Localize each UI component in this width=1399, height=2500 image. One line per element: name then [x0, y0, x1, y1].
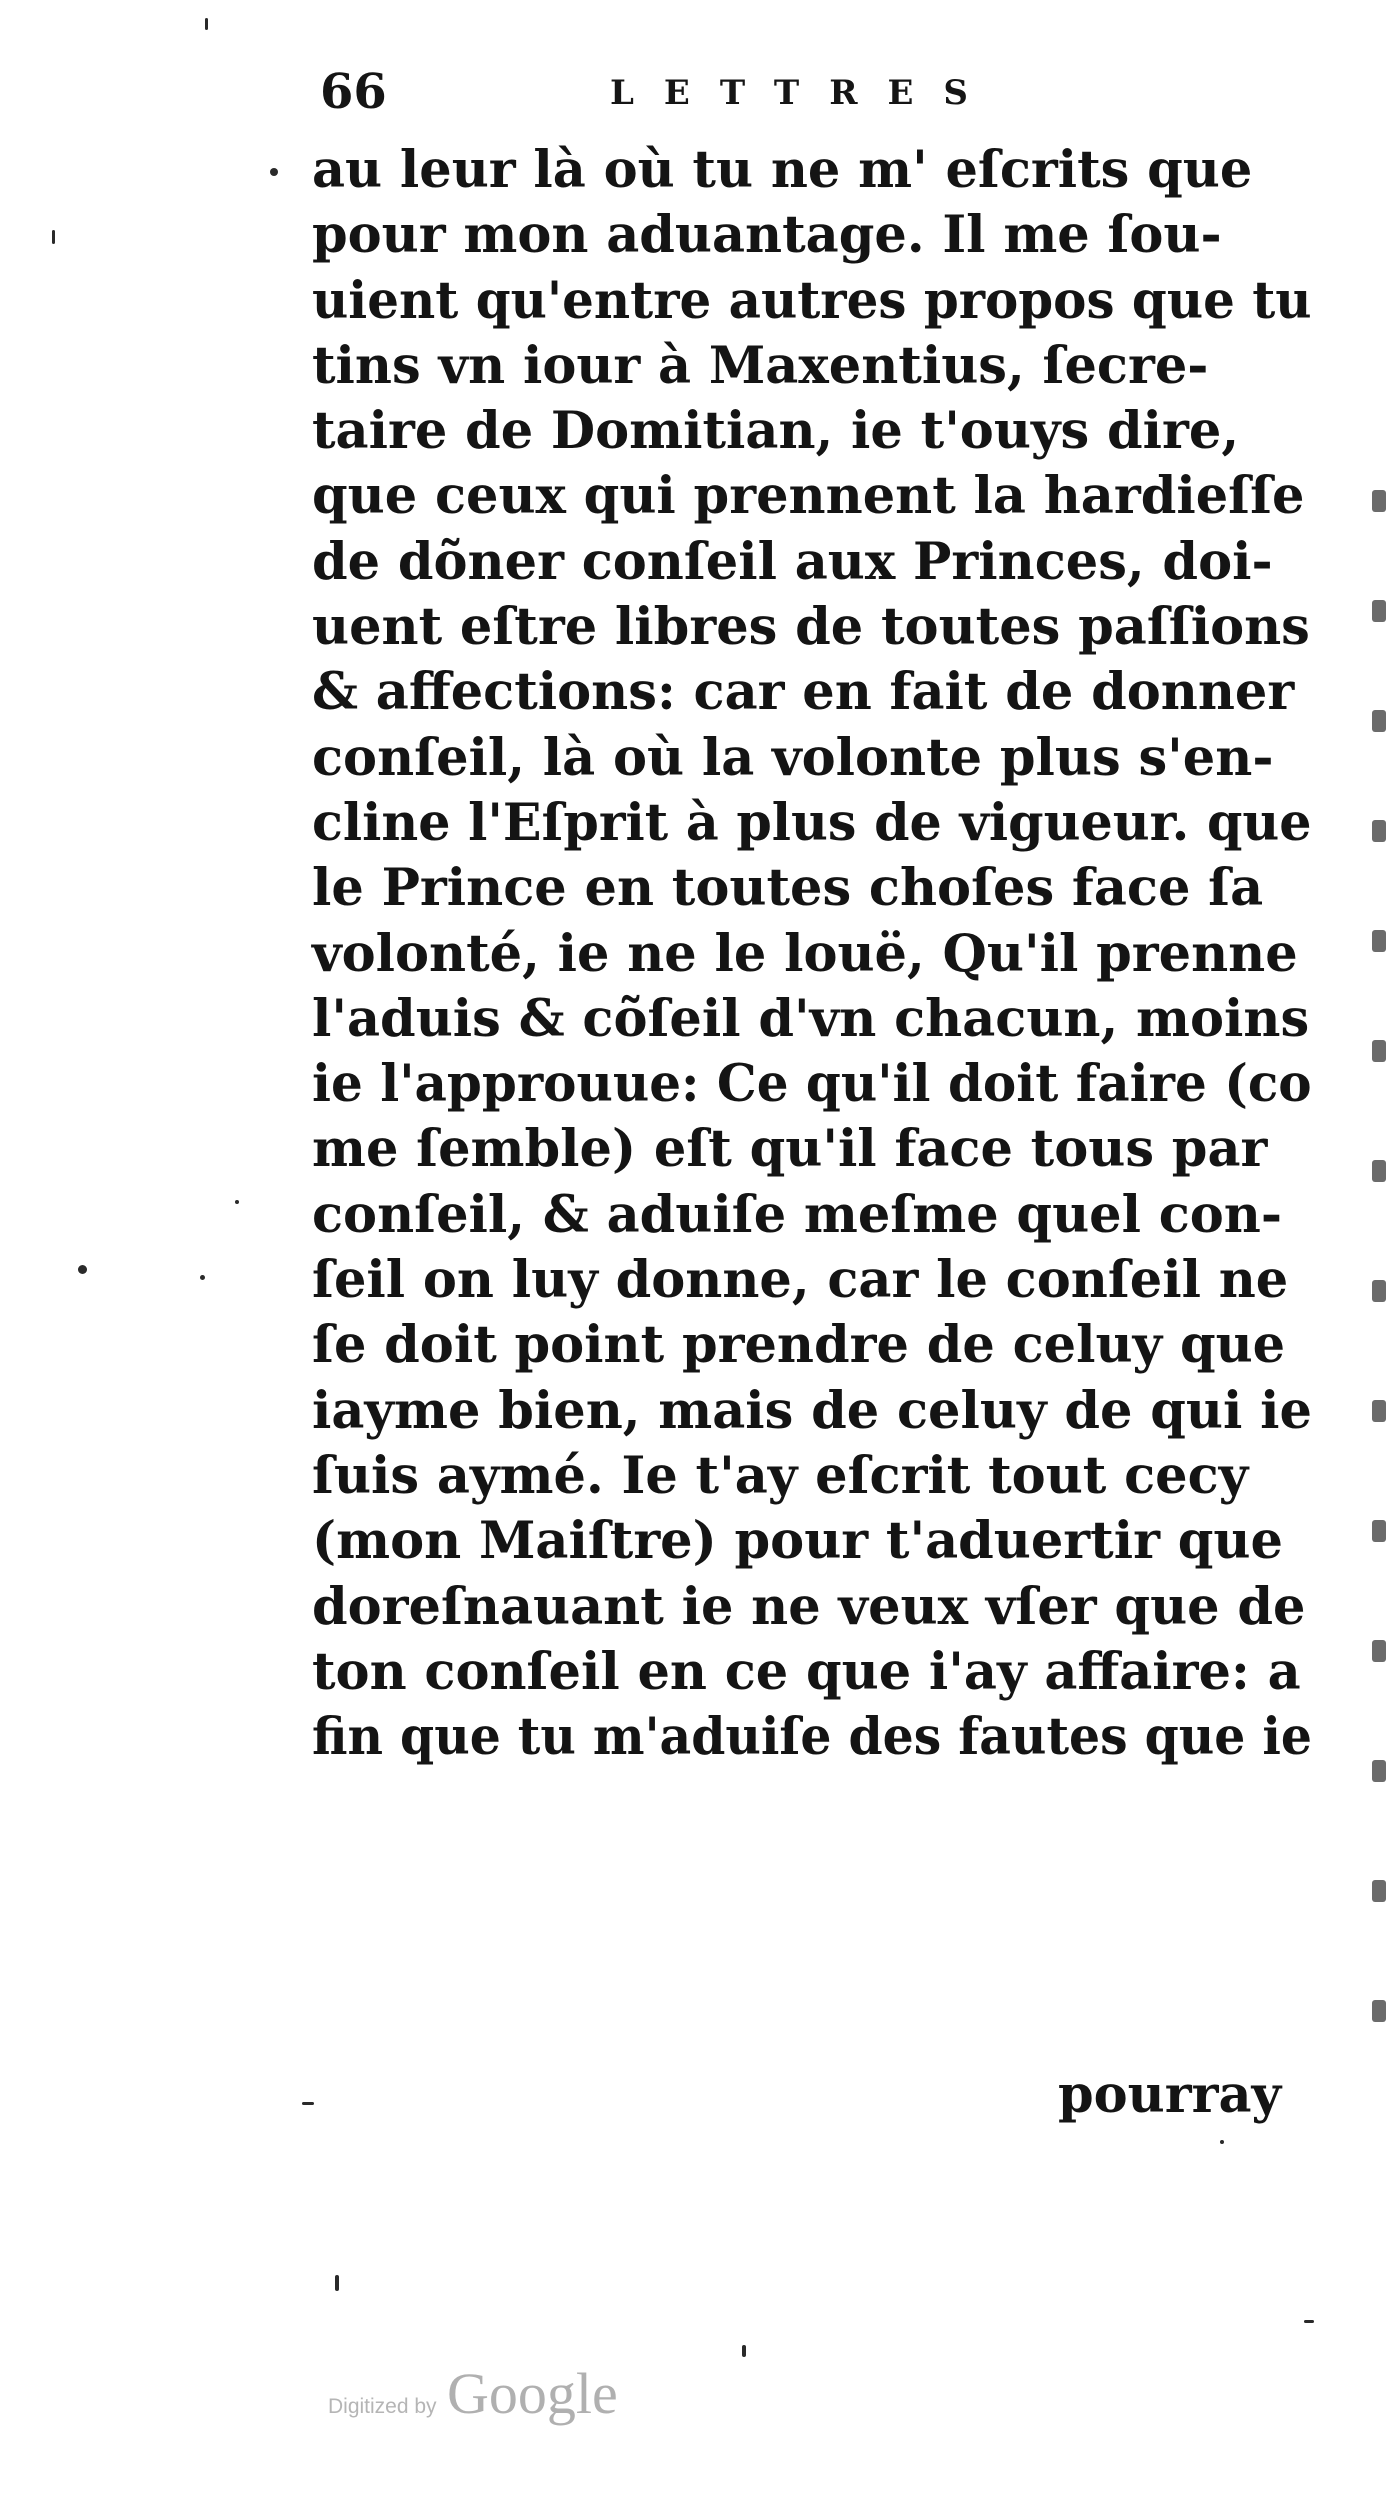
bleed-mark: [1372, 1880, 1386, 1902]
text-line: volonté, ie ne le louë, Qu'il prenne: [312, 923, 1298, 984]
bleed-mark: [1372, 710, 1386, 732]
ink-speck: [78, 1265, 87, 1274]
watermark-prefix: Digitized by: [328, 2395, 437, 2418]
text-line: ſuis aymé. Ie t'ay eſcrit tout cecy: [312, 1445, 1249, 1506]
text-line: l'aduis & cõſeil d'vn chacun, moins: [312, 988, 1310, 1049]
text-line: & affections: car en fait de donner: [312, 662, 1295, 723]
ink-speck: [205, 18, 208, 30]
bleed-mark: [1372, 600, 1386, 622]
bleed-mark: [1372, 1040, 1386, 1062]
ink-speck: [52, 230, 55, 244]
bleed-mark: [1372, 930, 1386, 952]
text-line: uient qu'entre autres propos que tu: [312, 270, 1312, 331]
bleed-mark: [1372, 1520, 1386, 1542]
text-line: ie l'approuue: Ce qu'il doit faire (co: [312, 1054, 1312, 1115]
catchword: pourray: [1058, 2065, 1282, 2125]
ink-speck: [200, 1275, 205, 1280]
text-line: me ſemble) eſt qu'il face tous par: [312, 1119, 1268, 1180]
bleed-mark: [1372, 1760, 1386, 1782]
bleed-mark: [1372, 820, 1386, 842]
ink-speck: [1304, 2320, 1314, 2323]
text-line: pour mon aduantage. Il me ſou-: [312, 205, 1222, 266]
ink-speck: [270, 168, 278, 176]
text-line: tins vn iour à Maxentius, ſecre-: [312, 335, 1209, 396]
text-line: (mon Maiſtre) pour t'aduertir que: [312, 1511, 1283, 1572]
ink-speck: [742, 2345, 746, 2357]
bleed-mark: [1372, 1160, 1386, 1182]
text-line: de dõner conſeil aux Princes, doi-: [312, 531, 1273, 592]
bleed-mark: [1372, 2000, 1386, 2022]
bleed-mark: [1372, 1640, 1386, 1662]
bleed-mark: [1372, 490, 1386, 512]
bleed-mark: [1372, 1280, 1386, 1302]
ink-speck: [302, 2102, 314, 2105]
bleed-mark: [1372, 1400, 1386, 1422]
text-line: cline l'Eſprit à plus de vigueur. que: [312, 792, 1312, 853]
text-line: uent eſtre libres de toutes paſſions: [312, 597, 1310, 658]
ink-speck: [335, 2275, 339, 2291]
text-line: ton conſeil en ce que i'ay affaire: a: [312, 1641, 1301, 1702]
page-header: [320, 62, 1080, 122]
text-line: taire de Domitian, ie t'ouys dire,: [312, 401, 1240, 462]
page-number: 66: [320, 64, 387, 120]
ink-speck: [1220, 2140, 1224, 2144]
text-line: ſeil on luy donne, car le conſeil ne: [312, 1250, 1289, 1311]
body-text: [312, 138, 1312, 1770]
text-line: ſe doit point prendre de celuy que: [312, 1315, 1286, 1376]
text-line: conſeil, & aduiſe meſme quel con-: [312, 1184, 1283, 1245]
text-line: iayme bien, mais de celuy de qui ie: [312, 1380, 1312, 1441]
text-line: que ceux qui prennent la hardieſſe: [312, 466, 1305, 527]
text-line: fin que tu m'aduiſe des fautes que ie: [312, 1707, 1313, 1768]
digitization-watermark: [328, 2360, 618, 2427]
text-line: doreſnauant ie ne veux vſer que de: [312, 1576, 1306, 1637]
google-logo: Google: [447, 2361, 618, 2426]
ink-speck: [235, 1200, 239, 1204]
running-head: LETTRES: [610, 73, 998, 113]
adjacent-page-bleed: [1368, 480, 1399, 2100]
text-line: le Prince en toutes choſes face ſa: [312, 858, 1264, 919]
text-line: conſeil, là où la volonte plus s'en-: [312, 727, 1274, 788]
text-line: au leur là où tu ne m' eſcrits que: [312, 140, 1253, 200]
